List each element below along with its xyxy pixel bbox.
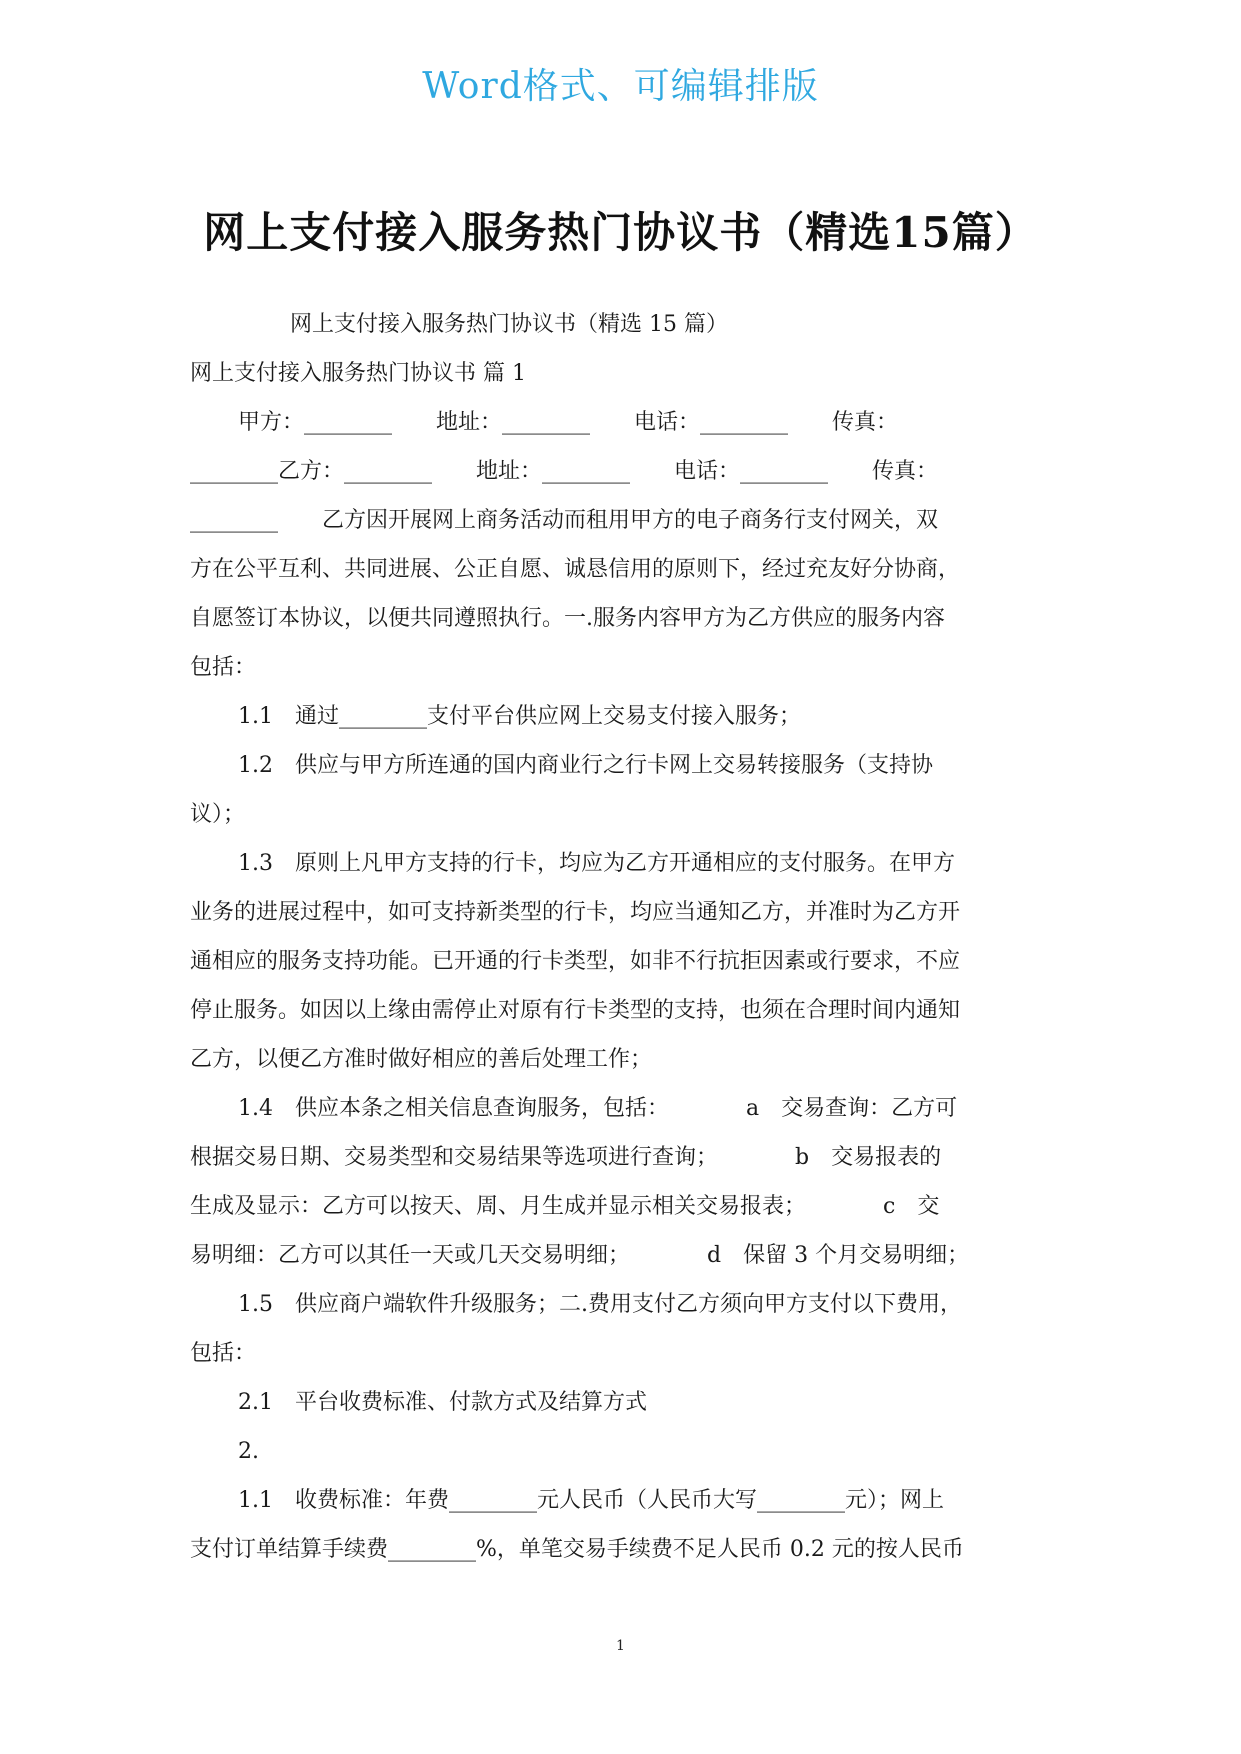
body-line: 乙方，以便乙方准时做好相应的善后处理工作； — [190, 1047, 653, 1072]
body-line: ________ 乙方因开展网上商务活动而租用甲方的电子商务行支付网关，双 — [190, 508, 939, 533]
body-line: 1.1 通过________支付平台供应网上交易支付接入服务； — [238, 704, 801, 729]
body-line: 1.4 供应本条之相关信息查询服务，包括： a 交易查询：乙方可 — [238, 1096, 958, 1121]
document-title: 网上支付接入服务热门协议书（精选15篇） — [203, 208, 1038, 257]
subtitle-line: 网上支付接入服务热门协议书（精选 15 篇） — [290, 312, 728, 337]
body-line: 甲方：________ 地址：________ 电话：________ 传真： — [238, 410, 899, 435]
body-line: 自愿签订本协议，以便共同遵照执行。一.服务内容甲方为乙方供应的服务内容 — [190, 606, 945, 631]
section-heading: 网上支付接入服务热门协议书 篇 1 — [190, 361, 526, 386]
body-line: 2. — [238, 1439, 259, 1464]
body-line: 根据交易日期、交易类型和交易结果等选项进行查询； b 交易报表的 — [190, 1145, 942, 1170]
body-line: 生成及显示：乙方可以按天、周、月生成并显示相关交易报表； c 交 — [190, 1194, 940, 1219]
body-line: 业务的进展过程中，如可支持新类型的行卡，均应当通知乙方，并准时为乙方开 — [190, 900, 961, 925]
body-line: 议）； — [190, 802, 246, 827]
body-line: 方在公平互利、共同进展、公正自愿、诚恳信用的原则下，经过充友好分协商， — [190, 557, 961, 582]
body-line: 通相应的服务支持功能。已开通的行卡类型，如非不行抗拒因素或行要求，不应 — [190, 949, 961, 974]
body-line: 停止服务。如因以上缘由需停止对原有行卡类型的支持，也须在合理时间内通知 — [190, 998, 961, 1023]
body-line: 1.5 供应商户端软件升级服务；二.费用支付乙方须向甲方支付以下费用， — [238, 1292, 962, 1317]
body-line: 2.1 平台收费标准、付款方式及结算方式 — [238, 1390, 647, 1415]
header-banner: Word格式、可编辑排版 — [422, 66, 819, 107]
page-number: 1 — [616, 1638, 625, 1654]
body-line: 包括： — [190, 1341, 257, 1366]
body-line: ________乙方：________ 地址：________ 电话：________ 传真： — [190, 459, 939, 484]
body-line: 1.2 供应与甲方所连通的国内商业行之行卡网上交易转接服务（支持协 — [238, 753, 933, 778]
body-line: 支付订单结算手续费________%，单笔交易手续费不足人民币 0.2 元的按人民币 — [190, 1537, 964, 1562]
body-line: 包括： — [190, 655, 257, 680]
body-line: 1.1 收费标准：年费________元人民币（人民币大写________元）；网上 — [238, 1488, 944, 1513]
document-body — [190, 300, 1070, 1574]
body-line: 易明细：乙方可以其任一天或几天交易明细； d 保留 3 个月交易明细； — [190, 1243, 970, 1268]
body-line: 1.3 原则上凡甲方支持的行卡，均应为乙方开通相应的支付服务。在甲方 — [238, 851, 955, 876]
